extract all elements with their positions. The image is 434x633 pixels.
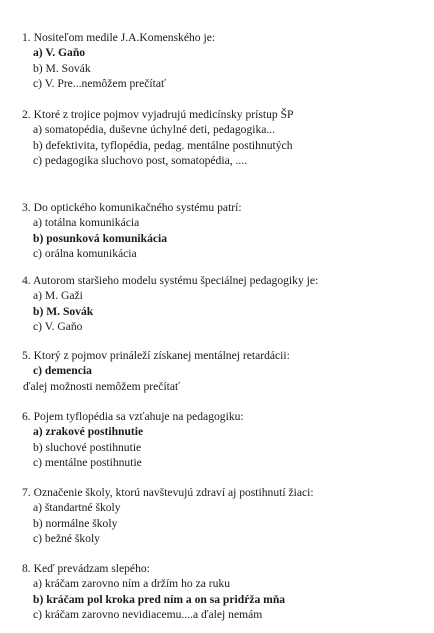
answer-option: a) kráčam zarovno ním a držím ho za ruku — [33, 577, 231, 591]
answer-option: a) somatopédia, duševne úchylné deti, pedagogika... — [33, 123, 276, 137]
answer-option: c) bežné školy — [33, 532, 100, 546]
question-5 — [22, 348, 427, 394]
answer-option: b) kráčam pol kroka pred ním a on sa pridŕža mňa — [33, 592, 286, 606]
question-note: ďalej možnosti nemôžem prečítať — [23, 379, 180, 393]
answer-list — [22, 215, 427, 261]
answer-option: c) V. Pre...nemôžem prečítať — [33, 77, 166, 91]
answer-list — [22, 45, 427, 91]
question-text: 7. Označenie školy, ktorú navštevujú zdraví aj postihnutí žiaci: — [22, 486, 314, 499]
question-text: 1. Nositeľom medile J.A.Komenského je: — [22, 31, 216, 44]
answer-option: c) demencia — [33, 364, 92, 378]
answer-option: c) pedagogika sluchovo post, somatopédia, .... — [33, 154, 248, 168]
answer-list — [22, 122, 427, 168]
answer-option: b) sluchové postihnutie — [33, 440, 142, 454]
question-text: 8. Keď prevádzam slepého: — [22, 562, 150, 575]
answer-list — [22, 576, 427, 622]
answer-option: a) zrakové postihnutie — [33, 425, 144, 439]
answer-option: b) normálne školy — [33, 516, 118, 530]
answer-list — [22, 363, 427, 394]
question-text: 5. Ktorý z pojmov prináleží získanej mentálnej retardácii: — [22, 349, 290, 362]
answer-list — [22, 288, 427, 334]
answer-option: b) posunková komunikácia — [33, 231, 168, 245]
question-3 — [22, 200, 427, 262]
answer-option: c) orálna komunikácia — [33, 247, 137, 261]
answer-option: c) mentálne postihnutie — [33, 456, 142, 470]
answer-option: c) kráčam zarovno nevidiacemu....a ďalej nemám — [33, 608, 263, 622]
question-text: 3. Do optického komunikačného systému patrí: — [22, 201, 242, 214]
answer-option: c) V. Gaňo — [33, 320, 83, 334]
question-text: 4. Autorom staršieho modelu systému špeciálnej pedagogiky je: — [22, 274, 319, 287]
question-6 — [22, 409, 427, 471]
answer-option: a) totálna komunikácia — [33, 216, 140, 230]
question-7 — [22, 485, 427, 547]
question-2 — [22, 107, 427, 169]
answer-option: b) M. Sovák — [33, 61, 91, 75]
answer-option: a) V. Gaňo — [33, 46, 86, 60]
answer-option: b) M. Sovák — [33, 304, 94, 318]
question-1 — [22, 30, 427, 92]
question-8 — [22, 561, 427, 623]
answer-option: a) štandartné školy — [33, 501, 121, 515]
question-text: 2. Ktoré z trojice pojmov vyjadrujú medicínsky prístup ŠP — [22, 108, 294, 121]
answer-option: a) M. Gaži — [33, 289, 83, 303]
answer-list — [22, 424, 427, 470]
answer-option: b) defektivita, tyflopédia, pedag. mentálne postihnutých — [33, 138, 293, 152]
question-text: 6. Pojem tyflopédia sa vzťahuje na pedagogiku: — [22, 410, 244, 423]
answer-list — [22, 500, 427, 546]
question-4 — [22, 273, 427, 335]
